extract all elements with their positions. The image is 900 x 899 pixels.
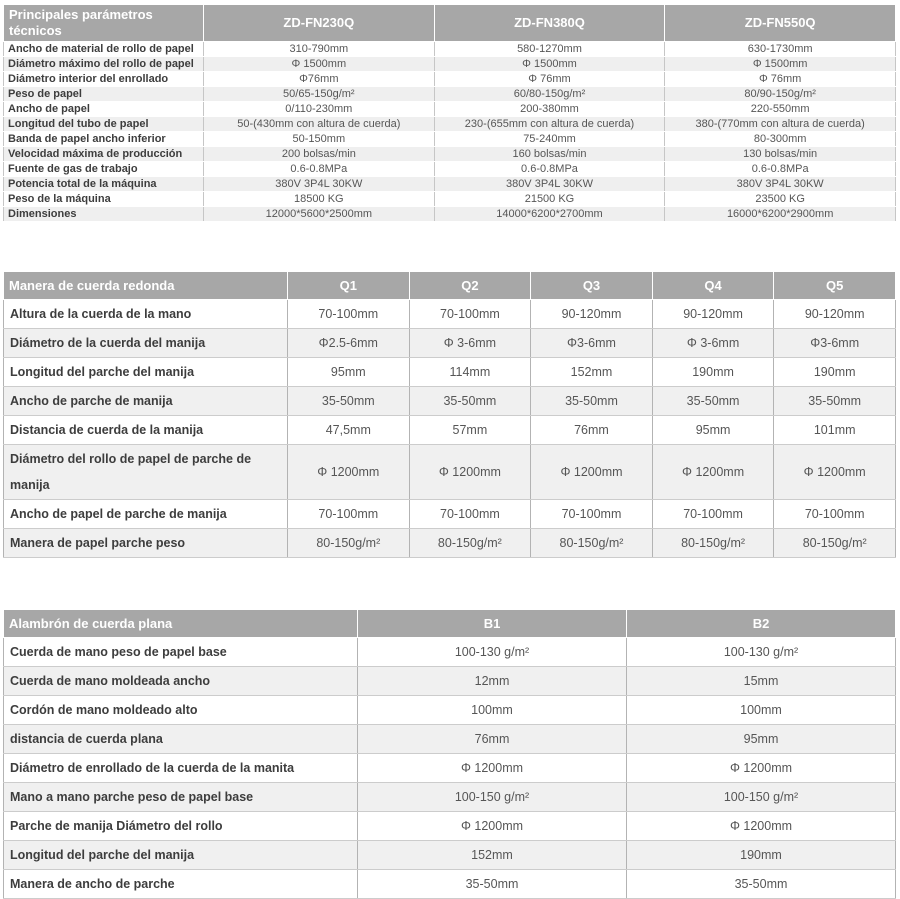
spec-value: Φ 1200mm [409,445,531,500]
spec-value: 60/80-150g/m² [434,87,665,102]
spec-value: 152mm [358,841,627,870]
table-row [4,42,896,57]
row-label: Potencia total de la máquina [4,177,204,192]
spec-value: 190mm [652,358,774,387]
table-title: Alambrón de cuerda plana [4,610,358,638]
spec-value: 95mm [288,358,410,387]
spec-value: 70-100mm [531,500,653,529]
row-label: Ancho de papel de parche de manija [4,500,288,529]
header-row [4,5,896,42]
spec-value: Φ 3-6mm [409,329,531,358]
spec-value: 90-120mm [774,300,896,329]
row-label: Longitud del parche del manija [4,841,358,870]
spec-value: 16000*6200*2900mm [665,207,896,222]
table-flat-rope-wire [3,609,896,899]
row-label: Parche de manija Diámetro del rollo [4,812,358,841]
row-label: Diámetro interior del enrollado [4,72,204,87]
spec-value: 190mm [774,358,896,387]
spec-value: 76mm [358,725,627,754]
row-label: Longitud del tubo de papel [4,117,204,132]
row-label: Longitud del parche del manija [4,358,288,387]
spec-value: 152mm [531,358,653,387]
row-label: Cordón de mano moldeado alto [4,696,358,725]
spec-value: 70-100mm [409,300,531,329]
spec-value: 130 bolsas/min [665,147,896,162]
column-header: Q3 [531,272,653,300]
table-row [4,638,896,667]
row-label: Manera de ancho de parche [4,870,358,899]
spec-value: 95mm [627,725,896,754]
table-body [4,300,896,558]
spec-value: 0.6-0.8MPa [665,162,896,177]
row-label: Peso de papel [4,87,204,102]
table-row [4,87,896,102]
spec-value: 580-1270mm [434,42,665,57]
row-label: Diámetro máximo del rollo de papel [4,57,204,72]
spec-value: 80-150g/m² [774,529,896,558]
table-round-rope-way [3,271,896,558]
spec-value: 80-150g/m² [288,529,410,558]
spec-value: 47,5mm [288,416,410,445]
spec-value: 50/65-150g/m² [204,87,435,102]
spec-value: Φ 1200mm [774,445,896,500]
spec-value: 14000*6200*2700mm [434,207,665,222]
spec-value: 380-(770mm con altura de cuerda) [665,117,896,132]
table-row [4,754,896,783]
table-row [4,529,896,558]
spec-value: 35-50mm [358,870,627,899]
spec-value: Φ 3-6mm [652,329,774,358]
row-label: Manera de papel parche peso [4,529,288,558]
row-label: Banda de papel ancho inferior [4,132,204,147]
spec-value: Φ3-6mm [774,329,896,358]
row-label: Diámetro de la cuerda del manija [4,329,288,358]
table-row [4,162,896,177]
row-label: Fuente de gas de trabajo [4,162,204,177]
row-label: Ancho de material de rollo de papel [4,42,204,57]
column-header: ZD-FN550Q [665,5,896,42]
column-header: Q2 [409,272,531,300]
row-label: Cuerda de mano moldeada ancho [4,667,358,696]
spec-value: 70-100mm [774,500,896,529]
spec-value: Φ 1200mm [627,754,896,783]
spec-value: 100-150 g/m² [627,783,896,812]
spec-value: 80-150g/m² [409,529,531,558]
spec-value: 80-150g/m² [652,529,774,558]
column-header: ZD-FN380Q [434,5,665,42]
row-label: Velocidad máxima de producción [4,147,204,162]
spec-value: 15mm [627,667,896,696]
column-header: Q5 [774,272,896,300]
spec-value: 100-130 g/m² [358,638,627,667]
spec-value: 380V 3P4L 30KW [204,177,435,192]
spec-value: Φ 1500mm [204,57,435,72]
spec-value: 200-380mm [434,102,665,117]
spec-value: 190mm [627,841,896,870]
spec-value: 200 bolsas/min [204,147,435,162]
spec-value: 18500 KG [204,192,435,207]
table-row [4,300,896,329]
spec-value: 57mm [409,416,531,445]
table-row [4,147,896,162]
spec-value: 0.6-0.8MPa [434,162,665,177]
spec-value: 95mm [652,416,774,445]
spec-value: 100-150 g/m² [358,783,627,812]
spec-value: Φ76mm [204,72,435,87]
row-label: Diámetro del rollo de papel de parche de manija [4,445,288,500]
table-row [4,841,896,870]
row-label: Altura de la cuerda de la mano [4,300,288,329]
spec-value: 35-50mm [409,387,531,416]
spec-value: Φ 76mm [434,72,665,87]
table-body [4,42,896,222]
spec-value: 35-50mm [627,870,896,899]
row-label: Diámetro de enrollado de la cuerda de la manita [4,754,358,783]
spec-value: 100mm [358,696,627,725]
table-header [4,272,896,300]
table-title: Manera de cuerda redonda [4,272,288,300]
header-row [4,610,896,638]
spec-value: Φ 1500mm [665,57,896,72]
spec-value: Φ 1200mm [627,812,896,841]
spec-value: 12mm [358,667,627,696]
row-label: distancia de cuerda plana [4,725,358,754]
spec-value: Φ 76mm [665,72,896,87]
table-row [4,387,896,416]
table-row [4,72,896,87]
table-row [4,132,896,147]
spec-value: 90-120mm [531,300,653,329]
spec-value: Φ 1200mm [288,445,410,500]
column-header: Q4 [652,272,774,300]
row-label: Ancho de parche de manija [4,387,288,416]
spec-value: 23500 KG [665,192,896,207]
spec-value: 12000*5600*2500mm [204,207,435,222]
spec-value: 80/90-150g/m² [665,87,896,102]
spec-value: 230-(655mm con altura de cuerda) [434,117,665,132]
table-row [4,696,896,725]
table-main-technical-parameters [3,4,896,222]
spec-value: 70-100mm [652,500,774,529]
table-row [4,207,896,222]
table-header [4,5,896,42]
table-row [4,57,896,72]
table-row [4,500,896,529]
table-title: Principales parámetros técnicos [4,5,204,42]
table-row [4,725,896,754]
spec-value: 35-50mm [531,387,653,416]
table-row [4,177,896,192]
spec-value: Φ2.5-6mm [288,329,410,358]
table-row [4,445,896,500]
row-label: Cuerda de mano peso de papel base [4,638,358,667]
table-row [4,117,896,132]
spec-value: Φ3-6mm [531,329,653,358]
table-row [4,812,896,841]
table-row [4,102,896,117]
spec-value: 76mm [531,416,653,445]
spec-value: 80-150g/m² [531,529,653,558]
spec-value: 0/110-230mm [204,102,435,117]
table-row [4,783,896,812]
spec-value: 50-150mm [204,132,435,147]
spec-value: Φ 1200mm [358,754,627,783]
column-header: B2 [627,610,896,638]
spec-value: 70-100mm [409,500,531,529]
column-header: Q1 [288,272,410,300]
row-label: Distancia de cuerda de la manija [4,416,288,445]
spec-value: Φ 1200mm [358,812,627,841]
spec-value: 0.6-0.8MPa [204,162,435,177]
spec-value: Φ 1200mm [531,445,653,500]
spec-value: 220-550mm [665,102,896,117]
table-row [4,192,896,207]
spec-value: 380V 3P4L 30KW [434,177,665,192]
spec-value: 80-300mm [665,132,896,147]
spec-value: 70-100mm [288,500,410,529]
spec-value: 70-100mm [288,300,410,329]
spec-value: Φ 1500mm [434,57,665,72]
spec-value: 35-50mm [652,387,774,416]
spec-value: 35-50mm [288,387,410,416]
spec-value: Φ 1200mm [652,445,774,500]
row-label: Ancho de papel [4,102,204,117]
table-row [4,329,896,358]
spec-value: 114mm [409,358,531,387]
spec-value: 380V 3P4L 30KW [665,177,896,192]
row-label: Mano a mano parche peso de papel base [4,783,358,812]
table-header [4,610,896,638]
row-label: Dimensiones [4,207,204,222]
spec-value: 101mm [774,416,896,445]
spec-value: 50-(430mm con altura de cuerda) [204,117,435,132]
spec-value: 630-1730mm [665,42,896,57]
spec-value: 90-120mm [652,300,774,329]
table-row [4,870,896,899]
table-body [4,638,896,899]
column-header: B1 [358,610,627,638]
spec-value: 75-240mm [434,132,665,147]
spec-value: 310-790mm [204,42,435,57]
row-label: Peso de la máquina [4,192,204,207]
header-row [4,272,896,300]
spec-value: 160 bolsas/min [434,147,665,162]
spec-value: 35-50mm [774,387,896,416]
table-row [4,667,896,696]
spec-value: 100mm [627,696,896,725]
column-header: ZD-FN230Q [204,5,435,42]
spec-value: 100-130 g/m² [627,638,896,667]
table-row [4,416,896,445]
spec-value: 21500 KG [434,192,665,207]
table-row [4,358,896,387]
